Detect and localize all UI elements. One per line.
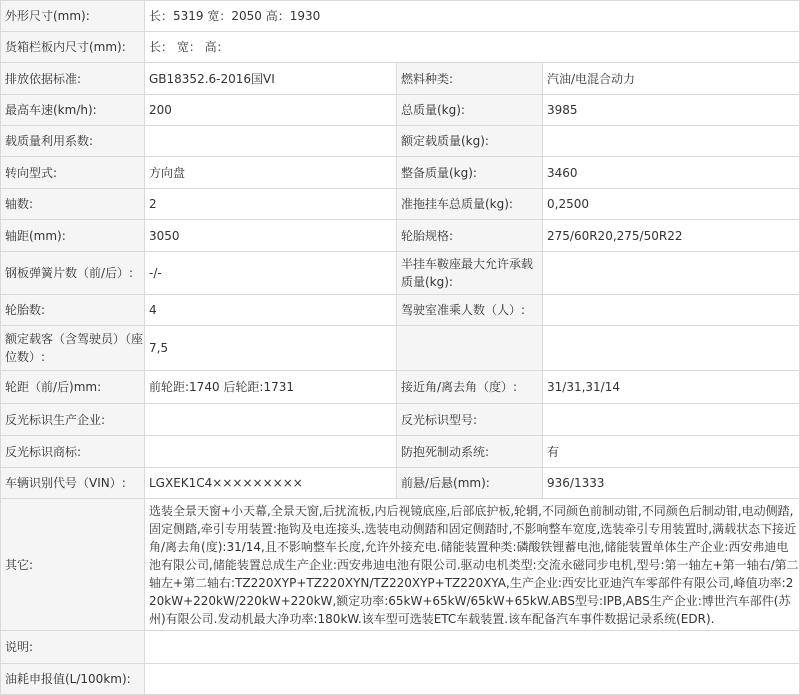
row-label: 轴距(mm): <box>1 220 145 252</box>
table-row <box>1 32 800 63</box>
table-row-fuel <box>1 664 800 695</box>
row-value-2: 936/1333 <box>543 468 800 499</box>
row-value: GB18352.6-2016国VI <box>145 63 397 95</box>
row-label: 反光标识生产企业: <box>1 404 145 436</box>
row-label: 额定载客（含驾驶员）（座位数）: <box>1 326 145 371</box>
row-label-2: 整备质量(kg): <box>397 157 543 189</box>
row-value: 3050 <box>145 220 397 252</box>
row-value <box>145 126 397 157</box>
row-label: 车辆识别代号（VIN）: <box>1 468 145 499</box>
table-row <box>1 63 800 95</box>
row-value <box>145 404 397 436</box>
row-value: 长： 宽： 高： <box>145 32 800 63</box>
table-row-notes <box>1 631 800 664</box>
row-label: 载质量利用系数: <box>1 126 145 157</box>
table-row <box>1 371 800 404</box>
row-value <box>145 436 397 468</box>
table-row <box>1 436 800 468</box>
table-row-other <box>1 499 800 631</box>
row-value-2: 275/60R20,275/50R22 <box>543 220 800 252</box>
row-value-2 <box>543 126 800 157</box>
row-value: 方向盘 <box>145 157 397 189</box>
row-label-2: 燃料种类: <box>397 63 543 95</box>
fuel-consumption-value <box>145 664 800 695</box>
other-value: 选装全景天窗+小天幕,全景天窗,后扰流板,内后视镜底座,后部底护板,轮辋,不同颜色前制动钳,不同颜色后制动钳,电动侧踏,固定侧踏,牵引专用装置:拖钩及电连接头.选装电动侧踏和固定侧踏时,不影响整车宽度,选装牵引专用装置时,满载状态下接近角/离去角(度):31/14,且不影响整车长度,允许外接充电.储能装置种类:磷酸铁锂蓄电池,储能装置单体生产企业:西安弗迪电池有限公司,储能装置总成生产企业:西安弗迪电池有限公司.驱动电机类型:交流永磁同步电机,型号:第一轴左+第一轴右/第二轴左+第二轴右:TZ220XYP+TZ220XYN/TZ220XYP+TZ220XYA,生产企业:西安比亚迪汽车零部件有限公司,峰值功率:220kW+220kW/220kW+220kW,额定功率:65kW+65kW/65kW+65kW.ABS型号:IPB,ABS生产企业:博世汽车部件(苏州)有限公司.发动机最大净功率:180kW.该车型可选装ETC车载装置.该车配备汽车事件数据记录系统(EDR). <box>145 499 800 631</box>
row-label: 轮距（前/后)mm: <box>1 371 145 404</box>
row-value: LGXEK1C4××××××××× <box>145 468 397 499</box>
spec-table-body <box>1 1 800 695</box>
row-label: 轮胎数: <box>1 295 145 326</box>
table-row <box>1 189 800 220</box>
row-value-2 <box>543 404 800 436</box>
row-value-2: 有 <box>543 436 800 468</box>
row-label-2: 前悬/后悬(mm): <box>397 468 543 499</box>
table-row <box>1 404 800 436</box>
row-value: 4 <box>145 295 397 326</box>
table-row <box>1 295 800 326</box>
table-row <box>1 126 800 157</box>
row-label-2: 反光标识型号: <box>397 404 543 436</box>
table-row <box>1 1 800 32</box>
row-value: 前轮距:1740 后轮距:1731 <box>145 371 397 404</box>
row-label: 外形尺寸(mm): <box>1 1 145 32</box>
row-label: 反光标识商标: <box>1 436 145 468</box>
row-label-2: 驾驶室准乘人数（人）: <box>397 295 543 326</box>
table-row <box>1 220 800 252</box>
row-value: 200 <box>145 95 397 126</box>
row-value-2: 31/31,31/14 <box>543 371 800 404</box>
fuel-consumption-label: 油耗申报值(L/100km): <box>1 664 145 695</box>
row-label-2: 轮胎规格: <box>397 220 543 252</box>
row-label-2: 半挂车鞍座最大允许承载质量(kg): <box>397 252 543 295</box>
row-label-2: 防抱死制动系统: <box>397 436 543 468</box>
table-row <box>1 252 800 295</box>
row-value-2: 3460 <box>543 157 800 189</box>
row-value: -/- <box>145 252 397 295</box>
row-value-2: 3985 <box>543 95 800 126</box>
notes-value <box>145 631 800 664</box>
table-row <box>1 326 800 371</box>
row-value-2 <box>543 295 800 326</box>
row-label-2: 接近角/离去角（度）: <box>397 371 543 404</box>
row-label: 最高车速(km/h): <box>1 95 145 126</box>
row-value-2 <box>543 326 800 371</box>
table-row <box>1 468 800 499</box>
table-row <box>1 157 800 189</box>
row-value-2: 汽油/电混合动力 <box>543 63 800 95</box>
row-label: 轴数: <box>1 189 145 220</box>
row-label: 转向型式: <box>1 157 145 189</box>
other-label: 其它: <box>1 499 145 631</box>
row-value-2: 0,2500 <box>543 189 800 220</box>
notes-label: 说明: <box>1 631 145 664</box>
row-label-2: 总质量(kg): <box>397 95 543 126</box>
row-label: 货箱栏板内尺寸(mm): <box>1 32 145 63</box>
row-label-2: 额定载质量(kg): <box>397 126 543 157</box>
row-value-2 <box>543 252 800 295</box>
row-value: 7,5 <box>145 326 397 371</box>
row-value: 长：5319 宽：2050 高：1930 <box>145 1 800 32</box>
row-value: 2 <box>145 189 397 220</box>
table-row <box>1 95 800 126</box>
row-label: 排放依据标准: <box>1 63 145 95</box>
row-label: 钢板弹簧片数（前/后）: <box>1 252 145 295</box>
row-label-2 <box>397 326 543 371</box>
row-label-2: 准拖挂车总质量(kg): <box>397 189 543 220</box>
